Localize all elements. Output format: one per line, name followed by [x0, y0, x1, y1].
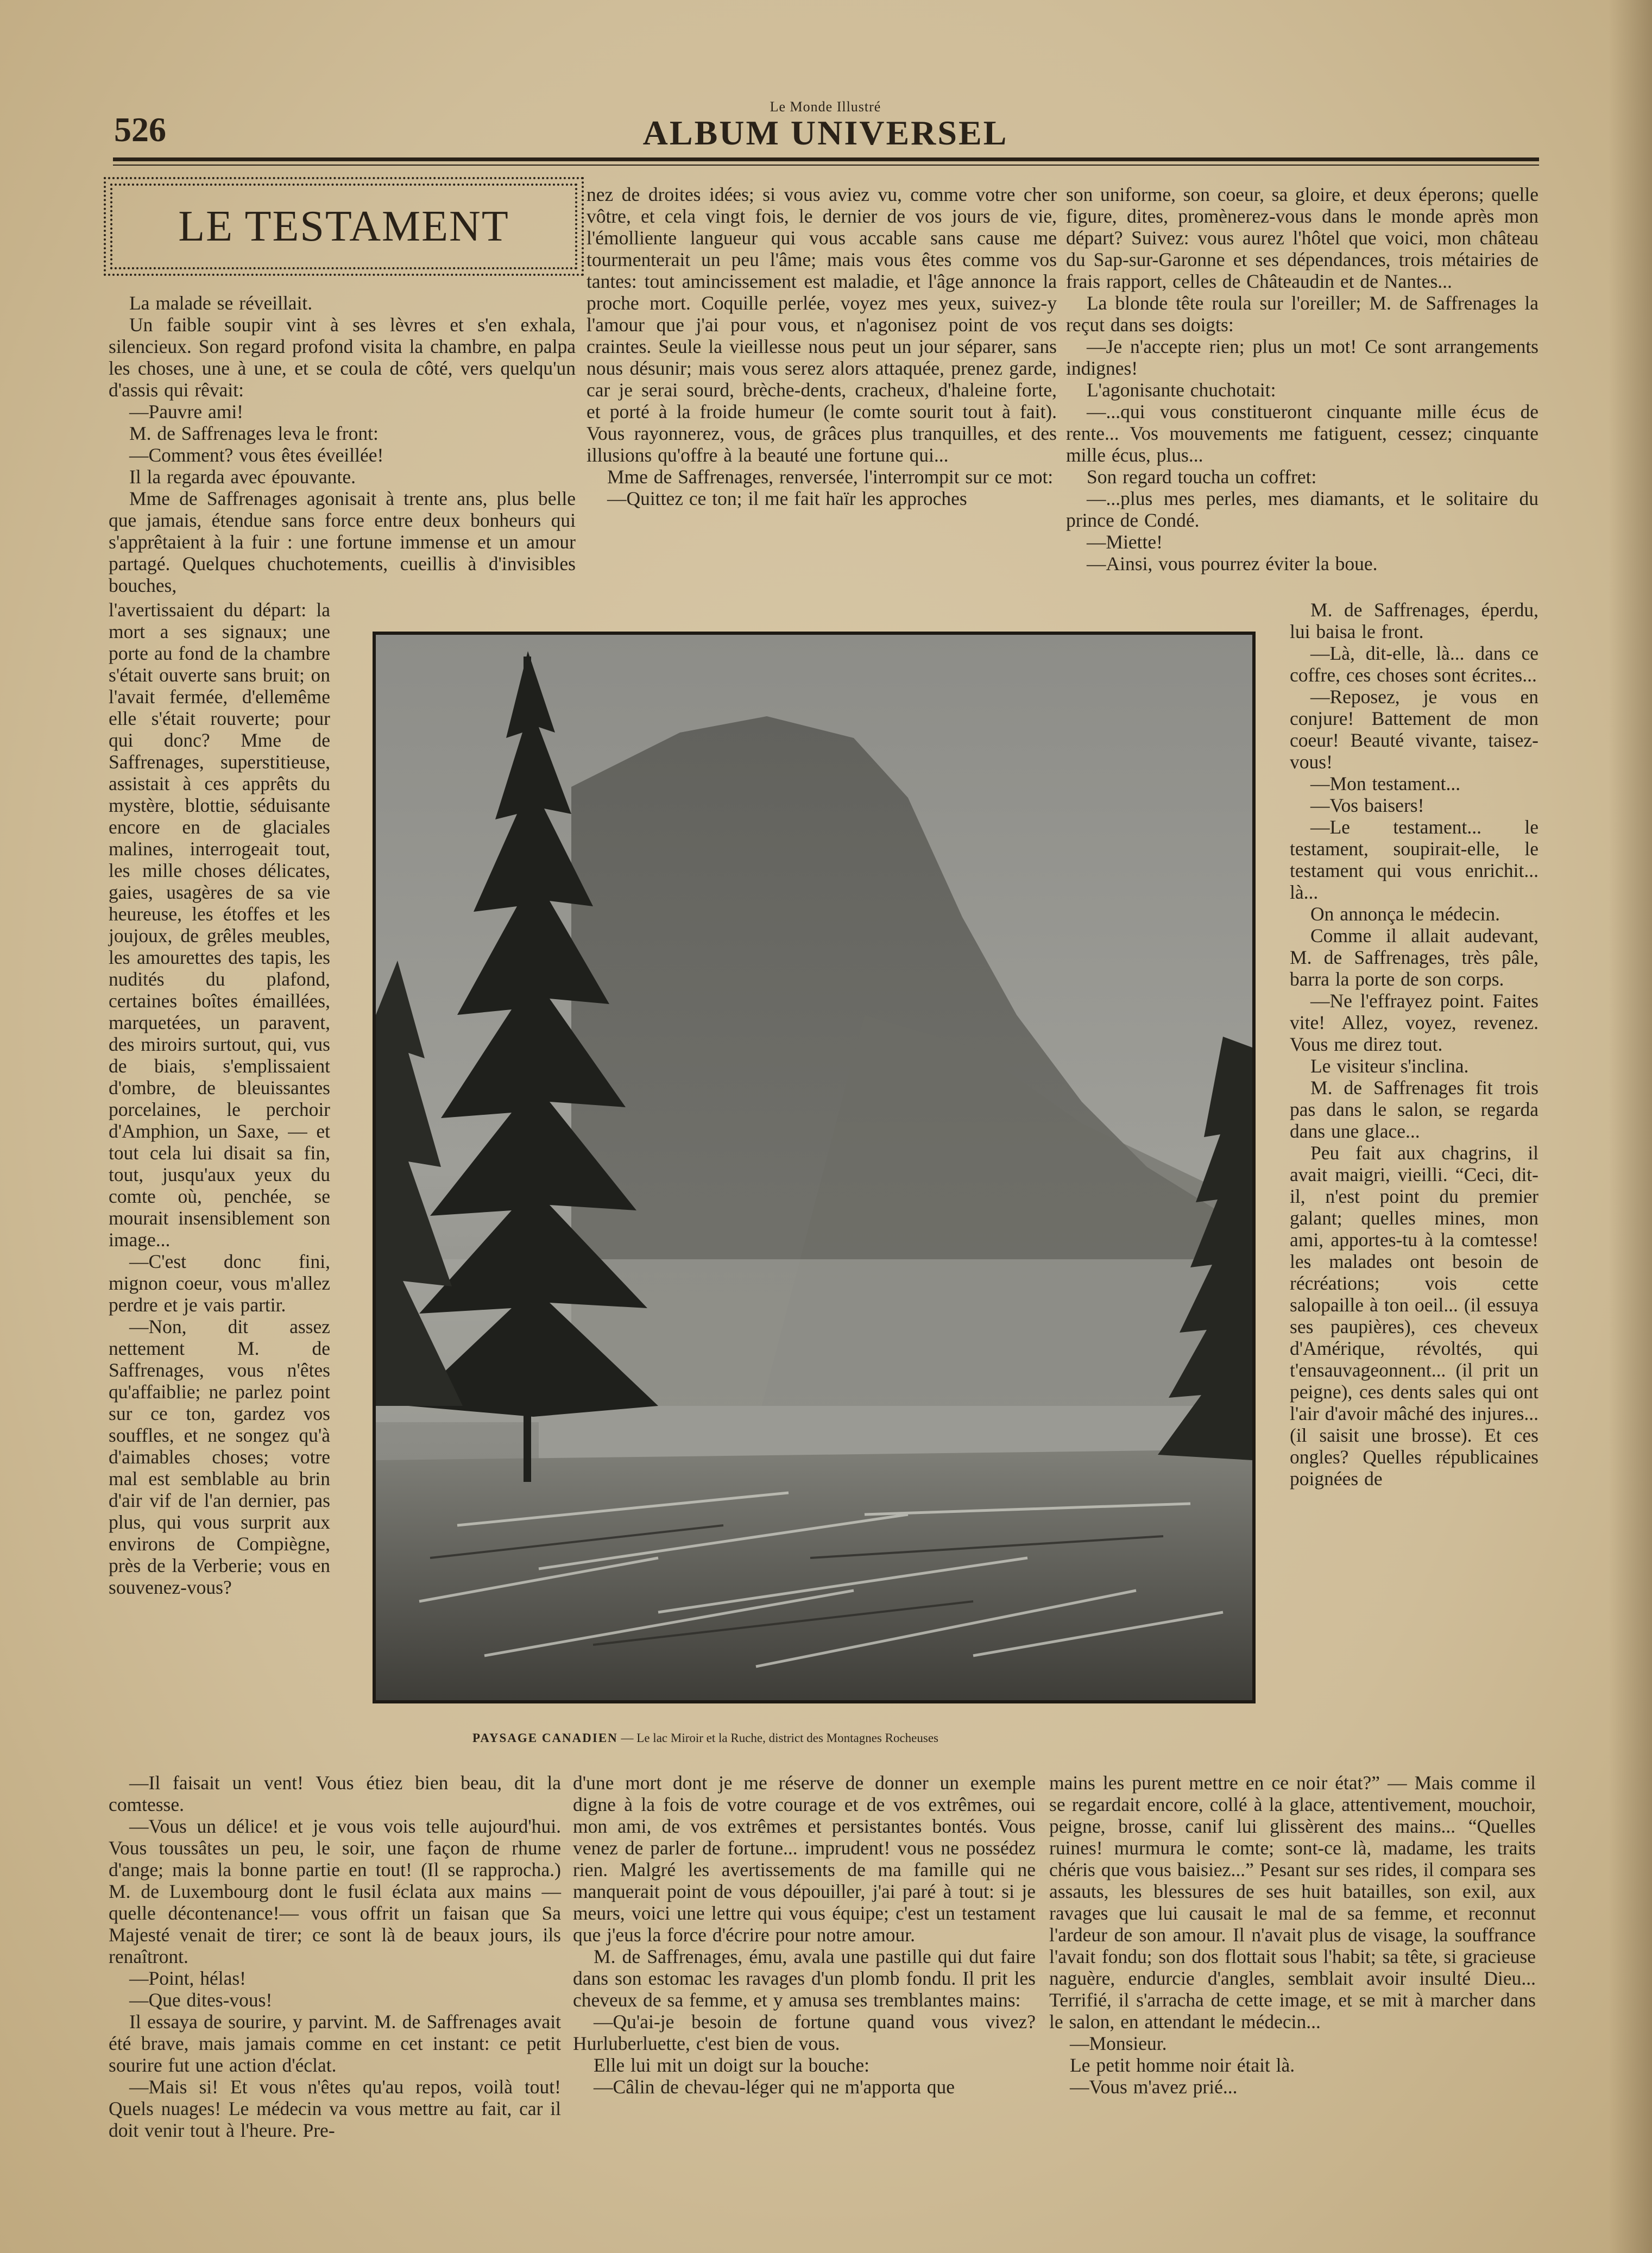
- paragraph: nez de droites idées; si vous aviez vu, comme votre cher vôtre, et cela vingt fois, le dernier de vos jours de vie, l'émolliente langueur qui vous accable sans cause me tourmenterait un peu l'âme; mais vous êtes comme vos tantes: tout amincissement est maladie, et l'âge annonce la proche mort. Coquille perlée, voyez mes yeux, suivez-y l'amour que j'ai pour vous, et n'agonisez point de vos craintes. Seule la vieillesse nous peut un jour séparer, sans nous désunir; mais vous serez alors attaquée, prenez garde, car je serai sourd, brèche-dents, cracheux, d'haleine forte, et porté à la froide humeur (le comte sourit tout à fait). Vous rayonnerez, vous, de grâces plus tranquilles, et des illusions qu'offre à la beauté une fortune qui...: [587, 184, 1057, 466]
- column-1-top: [109, 292, 576, 596]
- paragraph: —C'est donc fini, mignon coeur, vous m'allez perdre et je vais partir.: [109, 1251, 330, 1316]
- paragraph: —Monsieur.: [1070, 2033, 1167, 2054]
- paragraph: —Vous un délice! et je vous vois telle aujourd'hui. Vous toussâtes un peu, le soir, une façon de rhume d'ange; mais la bonne partie en tout! (Il se rapprocha.) M. de Luxembourg dont le fusil éclata aux mains — quelle décontenance!— vous offrit un faisan que Sa Majesté venait de tirer; ce sont là de beaux jours, ils renaîtront.: [109, 1815, 561, 1967]
- paragraph: —Vos baisers!: [1310, 794, 1424, 816]
- paragraph: —Câlin de chevau-léger qui ne m'apporta que: [594, 2076, 955, 2098]
- paragraph: —...plus mes perles, mes diamants, et le solitaire du prince de Condé.: [1066, 488, 1538, 531]
- paragraph: Mme de Saffrenages, renversée, l'interrompit sur ce mot:: [607, 466, 1054, 488]
- paragraph: L'agonisante chuchotait:: [1087, 379, 1276, 401]
- paragraph: —Point, hélas!: [129, 1967, 246, 1989]
- publication-supertitle: Le Monde Illustré: [770, 99, 881, 115]
- photo-caption: [472, 1730, 1178, 1746]
- paragraph: Comme il allait audevant, M. de Saffrenages, très pâle, barra la porte de son corps.: [1290, 925, 1538, 990]
- header-rule-thick: [113, 157, 1539, 161]
- column-3-wrap: [1290, 599, 1538, 1490]
- column-2-bottom: [573, 1772, 1036, 2098]
- paragraph: —Ainsi, vous pourrez éviter la boue.: [1087, 553, 1378, 575]
- paragraph: —Vous m'avez prié...: [1070, 2076, 1238, 2098]
- caption-title: PAYSAGE CANADIEN: [472, 1731, 618, 1745]
- paragraph: La malade se réveillait.: [129, 292, 313, 314]
- caption-text: — Le lac Miroir et la Ruche, district des Montagnes Rocheuses: [617, 1731, 938, 1745]
- paragraph: Un faible soupir vint à ses lèvres et s'en exhala, silencieux. Son regard profond visita la chambre, en palpa les choses, une à une, et se coula de côté, vers quelqu'un d'assis qui rêvait:: [109, 314, 576, 401]
- paragraph: —Mon testament...: [1310, 773, 1461, 794]
- paragraph: —Comment? vous êtes éveillée!: [129, 444, 384, 466]
- header-rule-thin: [113, 165, 1539, 166]
- article-title: LE TESTAMENT: [178, 203, 509, 250]
- paragraph: Peu fait aux chagrins, il avait maigri, vieilli. “Ceci, dit-il, n'est point du premier galant; quelles mines, mon ami, apportes-tu à la comtesse! les malades ont besoin de récréations; vois cette salopaille à ton oeil... (il essuya ses paupières), ces cheveux d'Amérique, révoltés, qui t'ensauvageonnent... (il prit un peigne), ces dents sales qui ont l'air d'avoir mâché des injures... (il saisit une brosse). Et ces ongles? Quelles républicaines poignées de: [1290, 1142, 1538, 1490]
- paragraph: —Miette!: [1087, 531, 1163, 553]
- paragraph: mains les purent mettre en ce noir état?” — Mais comme il se regardait encore, collé à la glace, attentivement, mouchoir, peigne, brosse, canif lui glissèrent des mains... “Quelles ruines! murmura le comte; sont-ce là, madame, les traits chéris que vous baisiez...” Pesant sur ses rides, il compara ses assauts, les blessures de ses huit batailles, son exil, aux ravages que lui causait le mal de sa femme, et reconnut l'ardeur de son amour. Il n'avait plus de visage, la souffrance l'avait fondu; son dos flottait sous l'habit; sa tête, si gracieuse naguère, endurcie d'angles, semblait avoir insulté Dieu... Terrifié, il s'arracha de cette image, et se mit à marcher dans le salon, en attendant le médecin...: [1049, 1772, 1536, 2033]
- paragraph: M. de Saffrenages, ému, avala une pastille qui dut faire dans son estomac les ravages d'un plomb fondu. Il prit les cheveux de sa femme, et y amusa ses tremblantes mains:: [573, 1946, 1036, 2011]
- paragraph: —...qui vous constitueront cinquante mille écus de rente... Vos mouvements me fatiguent, cessez; cinquante mille écus, plus...: [1066, 401, 1538, 466]
- paragraph: —Mais si! Et vous n'êtes qu'au repos, voilà tout! Quels nuages! Le médecin va vous mettre au fait, car il doit venir tout à l'heure. Pre-: [109, 2076, 561, 2141]
- column-1-bottom: [109, 1772, 561, 2141]
- paragraph: La blonde tête roula sur l'oreiller; M. de Saffrenages la reçut dans ses doigts:: [1066, 292, 1538, 336]
- masthead-title: ALBUM UNIVERSEL: [642, 113, 1008, 152]
- paragraph: —Que dites-vous!: [129, 1989, 273, 2011]
- paragraph: Le petit homme noir était là.: [1070, 2054, 1295, 2076]
- paragraph: Son regard toucha un coffret:: [1087, 466, 1317, 488]
- paragraph: —Je n'accepte rien; plus un mot! Ce sont arrangements indignes!: [1066, 336, 1538, 379]
- paragraph: Elle lui mit un doigt sur la bouche:: [594, 2054, 869, 2076]
- paragraph: Le visiteur s'inclina.: [1310, 1055, 1469, 1077]
- paragraph: d'une mort dont je me réserve de donner un exemple digne à la fois de votre courage et de vos extrêmes, oui mon ami, de vos extrêmes et persistantes bontés. Vous venez de parler de fortune... imprudent! vous ne possédez rien. Malgré les avertissements de ma famille qui ne manquerait point de vous dépouiller, j'ai paré à tout: si je meurs, voici une lettre qui vous équipe; c'est un testament que j'eus la force d'écrire pour notre amour.: [573, 1772, 1036, 1946]
- page-number: 526: [114, 110, 166, 149]
- paragraph: —Reposez, je vous en conjure! Battement de mon coeur! Beauté vivante, taisez-vous!: [1290, 686, 1538, 773]
- paragraph: M. de Saffrenages leva le front:: [129, 422, 379, 444]
- paragraph: —Qu'ai-je besoin de fortune quand vous vivez? Hurluberluette, c'est bien de vous.: [573, 2011, 1036, 2054]
- paragraph: Il essaya de sourire, y parvint. M. de Saffrenages avait été brave, mais jamais comme en cet instant: ce petit sourire fut une action d'éclat.: [109, 2011, 561, 2076]
- paragraph: Mme de Saffrenages agonisait à trente ans, plus belle que jamais, étendue sans force entre deux bonheurs qui s'apprêtaient à la fuir : une fortune immense et un amour partagé. Quelques chuchotements, cueillis à d'invisibles bouches,: [109, 488, 576, 596]
- paragraph: —Il faisait un vent! Vous étiez bien beau, dit la comtesse.: [109, 1772, 561, 1815]
- paragraph: l'avertissaient du départ: la mort a ses signaux; une porte au fond de la chambre s'était ouverte sans bruit; on l'avait fermée, d'ellemême elle s'était rouverte; pour qui donc? Mme de Saffrenages, superstitieuse, assistait à ces apprêts du mystère, blottie, séduisante encore en de glaciales malines, interrogeait tout, les mille choses délicates, gaies, usagères de sa vie heureuse, les étoffes et les joujoux, de grêles meubles, les amourettes des tapis, les nudités du plafond, certaines boîtes émaillées, marquetées, un paravent, des miroirs surtout, qui, vus de biais, s'emplissaient d'ombre, de bleuissantes porcelaines, le perchoir d'Amphion, un Saxe, — et tout cela lui disait sa fin, tout, jusqu'aux yeux du comte où, penchée, se mourait insensiblement son image...: [109, 599, 330, 1251]
- paragraph: son uniforme, son coeur, sa gloire, et deux éperons; quelle figure, dites, promènerez-vous dans le monde après mon départ? Suivez: vous aurez l'hôtel que voici, mon château du Sap-sur-Garonne et ses dépendances, trois métairies de frais rapport, celles de Châteaudin et de Nantes...: [1066, 184, 1538, 292]
- column-1-wrap: [109, 599, 330, 1598]
- landscape-photograph: [373, 632, 1256, 1703]
- paragraph: M. de Saffrenages fit trois pas dans le salon, se regarda dans une glace...: [1290, 1077, 1538, 1142]
- paragraph: On annonça le médecin.: [1310, 903, 1500, 925]
- paragraph: —Le testament... le testament, soupirait-elle, le testament qui vous enrichit... là...: [1290, 816, 1538, 903]
- paragraph: —Ne l'effrayez point. Faites vite! Allez, voyez, revenez. Vous me direz tout.: [1290, 990, 1538, 1055]
- column-3-bottom: [1049, 1772, 1536, 2098]
- paragraph: —Là, dit-elle, là... dans ce coffre, ces choses sont écrites...: [1290, 642, 1538, 686]
- page-edge-shadow: [1609, 0, 1652, 2253]
- paragraph: —Pauvre ami!: [129, 401, 244, 422]
- column-3-top: [1066, 184, 1538, 575]
- paragraph: —Quittez ce ton; il me fait haïr les approches: [607, 488, 967, 509]
- paragraph: —Non, dit assez nettement M. de Saffrenages, vous n'êtes qu'affaiblie; ne parlez point sur ce ton, gardez vos souffles, et ne songez qu'à d'aimables choses; votre mal est semblable au brin d'air vif de l'an dernier, pas plus, qui vous surprit aux environs de Compiègne, près de la Verberie; vous en souvenez-vous?: [109, 1316, 330, 1598]
- paragraph: Il la regarda avec épouvante.: [129, 466, 356, 488]
- article-title-box: [110, 184, 577, 269]
- paragraph: M. de Saffrenages, éperdu, lui baisa le front.: [1290, 599, 1538, 642]
- column-2-top: [587, 184, 1057, 509]
